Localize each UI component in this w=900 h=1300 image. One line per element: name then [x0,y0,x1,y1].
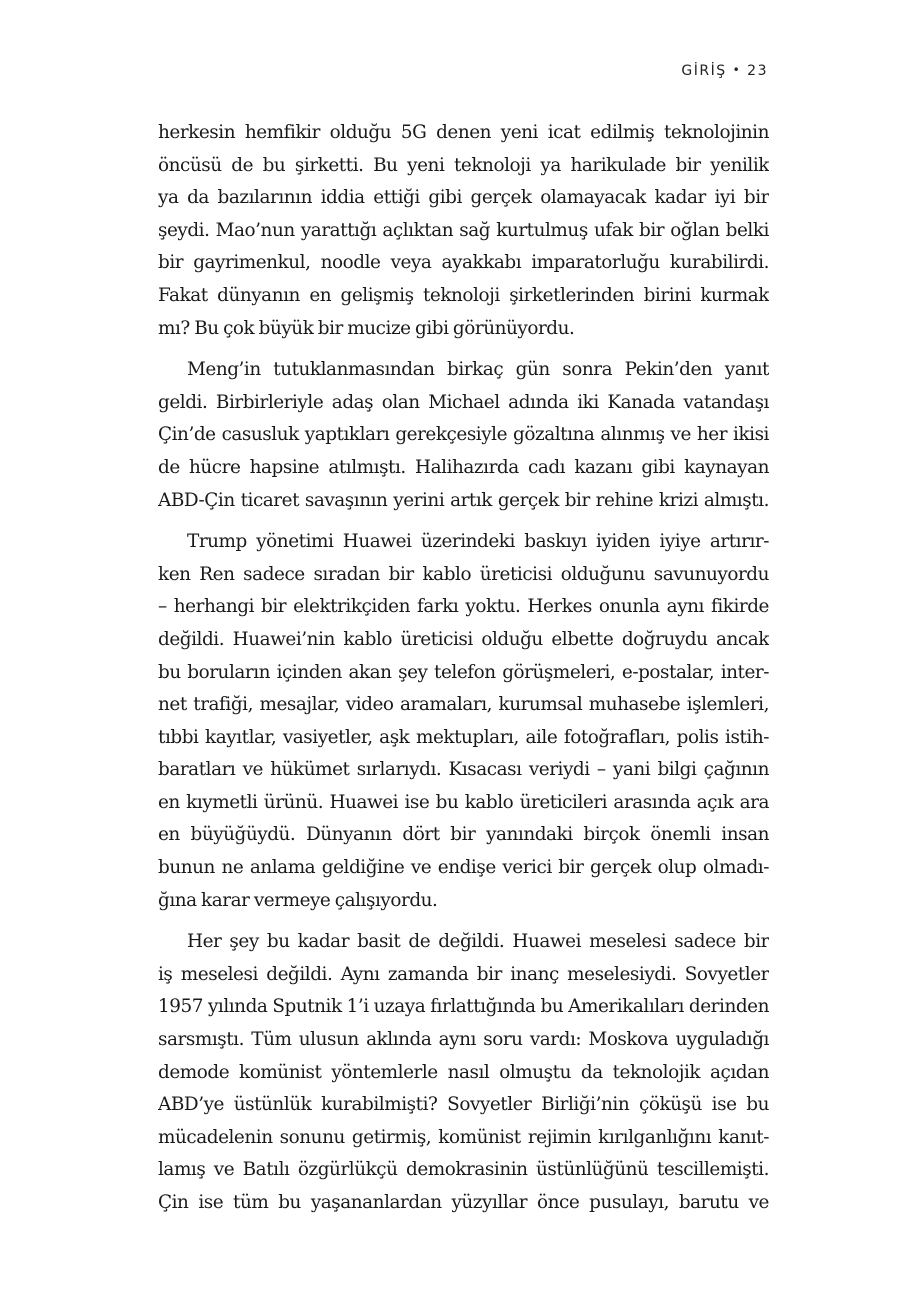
header-separator: • [732,63,742,77]
paragraph [158,926,769,1219]
text-line: – herhangi bir elektrikçiden farkı yoktu. Herkes onunla aynı fikirde [158,596,769,618]
text-line: sarsmıştı. Tüm ulusun aklında aynı soru vardı: Moskova uyguladığı [158,1029,769,1051]
text-line: geldi. Birbirleriyle adaş olan Michael adında iki Kanada vatandaşı [158,391,769,413]
text-line: net trafiği, mesajlar, video aramaları, kurumsal muhasebe işlemleri, [158,694,769,716]
paragraph [158,354,769,517]
text-line: değildi. Huawei’nin kablo üreticisi olduğu elbette doğruydu ancak [158,628,769,650]
text-line: en kıymetli ürünü. Huawei ise bu kablo üreticileri arasında açık ara [158,791,769,813]
text-line: bir gayrimenkul, noodle veya ayakkabı imparatorluğu kurabilirdi. [158,252,769,274]
text-line: ya da bazılarının iddia ettiği gibi gerçek olamayacak kadar iyi bir [158,187,769,209]
text-line: en büyüğüydü. Dünyanın dört bir yanındaki birçok önemli insan [158,824,769,846]
text-line: öncüsü de bu şirketti. Bu yeni teknoloji ya harikulade bir yenilik [158,154,769,176]
text-line: baratları ve hükümet sırlarıydı. Kısacası veriydi – yani bilgi çağının [158,759,769,781]
text-line: Her şey bu kadar basit de değildi. Huawei meselesi sadece bir [187,931,769,953]
paragraph [158,117,769,345]
text-line: demode komünist yöntemlerle nasıl olmuştu da teknolojik açıdan [158,1061,769,1083]
text-line: mı? Bu çok büyük bir mucize gibi görünüyordu. [158,317,575,339]
text-line: iş meselesi değildi. Aynı zamanda bir inanç meselesiydi. Sovyetler [158,963,769,985]
text-line: lamış ve Batılı özgürlükçü demokrasinin üstünlüğünü tescillemişti. [158,1159,769,1181]
paragraph [158,526,769,917]
text-line: Meng’in tutuklanmasından birkaç gün sonra Pekin’den yanıt [187,359,769,381]
text-line: bu boruların içinden akan şey telefon görüşmeleri, e-postalar, inter- [158,661,769,683]
text-line: 1957 yılında Sputnik 1’i uzaya fırlattığında bu Amerikalıları derinden [158,996,769,1018]
text-line: ken Ren sadece sıradan bir kablo üreticisi olduğunu savunuyordu [158,563,769,585]
text-line: ABD-Çin ticaret savaşının yerini artık gerçek bir rehine krizi almıştı. [158,489,769,511]
text-line: herkesin hemfikir olduğu 5G denen yeni icat edilmiş teknolojinin [158,122,769,143]
text-line: ğına karar vermeye çalışıyordu. [158,889,438,911]
text-line: bunun ne anlama geldiğine ve endişe verici bir gerçek olup olmadı- [158,857,769,879]
section-title: GİRİŞ [681,63,727,79]
text-line: Fakat dünyanın en gelişmiş teknoloji şirketlerinden birini kurmak [158,284,769,306]
text-line: ABD’ye üstünlük kurabilmişti? Sovyetler Birliği’nin çöküşü ise bu [158,1094,769,1116]
text-line: Trump yönetimi Huawei üzerindeki baskıyı iyiden iyiye artırır- [187,531,769,553]
text-line: Çin ise tüm bu yaşananlardan yüzyıllar önce pusulayı, barutu ve [158,1192,769,1213]
text-line: Çin’de casusluk yaptıkları gerekçesiyle gözaltına alınmış ve her ikisi [158,424,769,446]
body-text [158,117,769,1229]
running-header [681,63,768,79]
text-line: mücadelenin sonunu getirmiş, komünist rejimin kırılganlığını kanıt- [158,1126,769,1148]
text-line: tıbbi kayıtlar, vasiyetler, aşk mektupları, aile fotoğrafları, polis istih- [158,726,769,748]
page-number: 23 [747,63,768,79]
text-line: de hücre hapsine atılmıştı. Halihazırda cadı kazanı gibi kaynayan [158,456,769,478]
text-line: şeydi. Mao’nun yarattığı açlıktan sağ kurtulmuş ufak bir oğlan belki [158,219,769,241]
